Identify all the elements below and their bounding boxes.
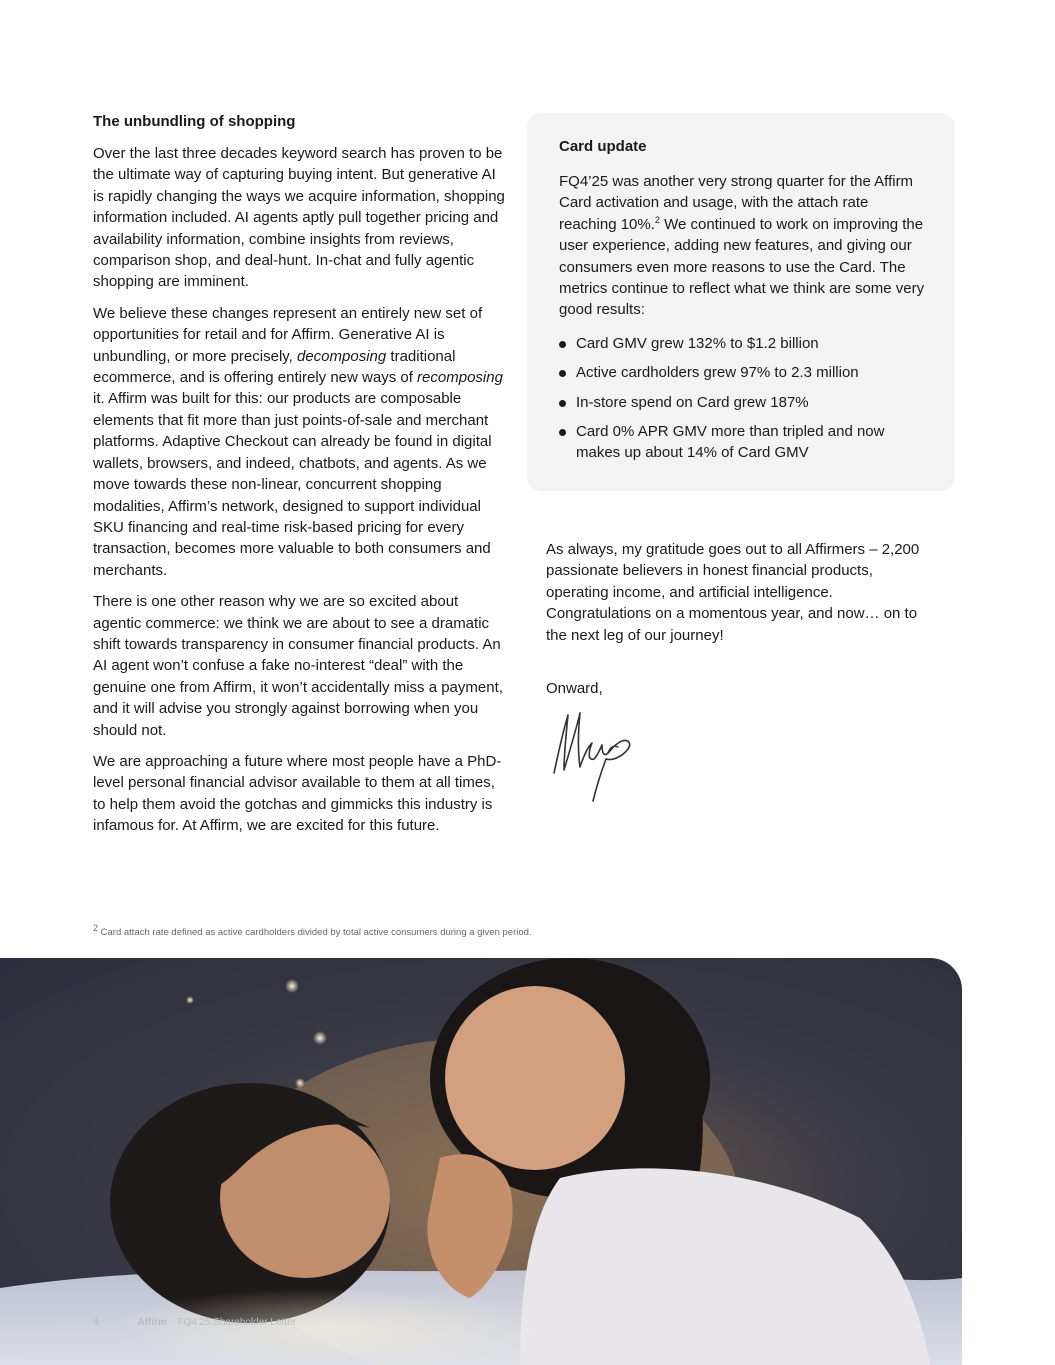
footnote bbox=[93, 922, 532, 938]
hero-photo bbox=[0, 958, 962, 1365]
card-update-box bbox=[527, 113, 955, 491]
card-update-text-b: We continued to work on improving the user experience, adding new features, and giving our consumers even more reasons to use the Card. The metrics continue to reflect what we think are some very good results: bbox=[559, 215, 925, 319]
paragraph-2-text-b: traditional ecommerce, and is offering entirely new ways of bbox=[93, 347, 456, 387]
paragraph-4: We are approaching a future where most people have a PhD-level personal financial advisor available to them at all times, to help them avoid the gotchas and gimmicks this industry is infamous for. At Affirm, we are excited for this future. bbox=[93, 752, 502, 835]
footnote-number: 2 bbox=[93, 922, 99, 933]
page-footer bbox=[93, 1317, 296, 1328]
footer-brand: Affirm bbox=[137, 1317, 167, 1328]
footer-document-title: FQ4’25 Shareholder Letter bbox=[177, 1317, 296, 1328]
signature-stroke bbox=[554, 713, 630, 801]
paragraph-3: There is one other reason why we are so excited about agentic commerce: we think we are about to see a dramatic shift towards transparency in consumer financial products. An AI agent won’t confuse a fake no-interest “deal” with the genuine one from Affirm, it won’t accidentally miss a payment, and it will advise you strongly against borrowing when you should not. bbox=[93, 593, 503, 739]
paragraph-1: Over the last three decades keyword search has proven to be the ultimate way of capturing buying intent. But generative AI is rapidly changing the ways we acquire information, shopping information included. AI agents aptly pull together pricing and availability information, combine insights from reviews, comparison shop, and deal-hunt. In-chat and fully agentic shopping are imminent. bbox=[93, 145, 505, 291]
paragraph-2-emphasis-recomposing: recomposing bbox=[417, 369, 503, 387]
list-item: Card GMV grew 132% to $1.2 billion bbox=[559, 333, 925, 354]
list-item: Active cardholders grew 97% to 2.3 million bbox=[559, 362, 925, 383]
footnote-marker: 2 bbox=[654, 214, 660, 225]
card-update-heading: Card update bbox=[559, 138, 647, 155]
bokeh-light bbox=[285, 979, 299, 993]
card-update-text-a: FQ4’25 was another very strong quarter for the Affirm Card activation and usage, with the attach rate reaching 10%. bbox=[559, 173, 914, 233]
photo-illustration bbox=[0, 958, 962, 1365]
list-item: Card 0% APR GMV more than tripled and now makes up about 14% of Card GMV bbox=[559, 421, 925, 464]
page-number: 4 bbox=[93, 1317, 99, 1328]
paragraph-2-emphasis-decomposing: decomposing bbox=[297, 347, 387, 365]
section-heading: The unbundling of shopping bbox=[93, 113, 296, 130]
signoff: Onward, bbox=[546, 680, 603, 697]
paragraph-2-text-c: it. Affirm was built for this: our products are composable elements that fit more than just points-of-sale and merchant platforms. Adaptive Checkout can already be found in digital wallets, browsers, and indeed, chatbots, and agents. As we move towards these non-linear, concurrent shopping modalities, Affirm’s network, designed to support individual SKU financing and real-time risk-based pricing for every transaction, becomes more valuable to both consumers and merchants. bbox=[93, 390, 492, 579]
list-item: In-store spend on Card grew 187% bbox=[559, 392, 925, 413]
footnote-text: Card attach rate defined as active cardholders divided by total active consumers during a given period. bbox=[98, 927, 532, 938]
paragraph-2-text-a: We believe these changes represent an entirely new set of opportunities for retail and for Affirm. Generative AI is unbundling, or more precisely, bbox=[93, 304, 483, 365]
bokeh-light bbox=[186, 996, 194, 1004]
bokeh-light bbox=[295, 1078, 305, 1088]
left-column bbox=[93, 113, 505, 847]
closing-paragraph: As always, my gratitude goes out to all Affirmers – 2,200 passionate believers in honest financial products, operating income, and artificial intelligence. Congratulations on a momentous year, and now… on to the next leg of our journey! bbox=[546, 541, 920, 644]
signature bbox=[548, 705, 653, 805]
bokeh-light bbox=[313, 1031, 327, 1045]
card-update-paragraph bbox=[559, 171, 925, 321]
mother-face bbox=[445, 986, 625, 1170]
paragraph-2 bbox=[93, 303, 505, 581]
card-metrics-list bbox=[559, 333, 925, 464]
